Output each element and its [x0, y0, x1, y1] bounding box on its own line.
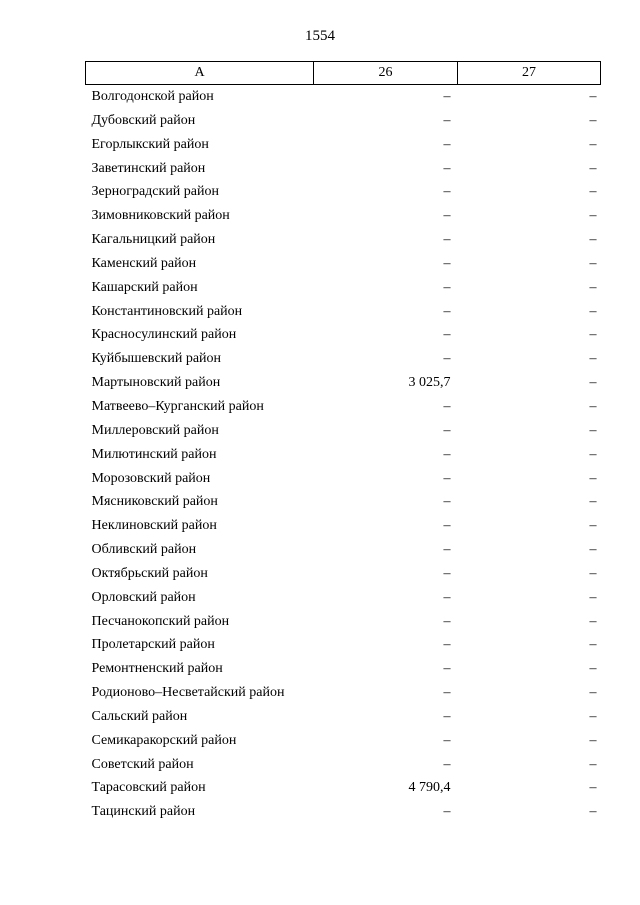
- table-row: [86, 395, 601, 419]
- table-row: [86, 610, 601, 634]
- value-27-cell: –: [589, 518, 597, 534]
- value-27-cell: –: [589, 422, 597, 438]
- district-name-cell: Милютинский район: [91, 446, 217, 462]
- column-header-26: 26: [314, 62, 458, 85]
- value-26-cell: –: [443, 232, 451, 248]
- table-row: [86, 347, 601, 371]
- value-26-cell: –: [443, 756, 451, 772]
- district-name-cell: Морозовский район: [91, 470, 211, 486]
- district-name-cell: Песчанокопский район: [91, 613, 230, 629]
- table-row: [86, 133, 601, 157]
- value-26-cell: –: [443, 351, 451, 367]
- table-row: [86, 729, 601, 753]
- value-26-cell: –: [443, 398, 451, 414]
- value-27-cell: –: [589, 589, 597, 605]
- table-body: [86, 85, 601, 825]
- table-row: [86, 633, 601, 657]
- table-row: [86, 228, 601, 252]
- table-row: [86, 180, 601, 204]
- district-name-cell: Семикаракорский район: [91, 732, 237, 748]
- value-26-cell: –: [443, 518, 451, 534]
- table-row: [86, 705, 601, 729]
- value-26-cell: –: [443, 637, 451, 653]
- value-26-cell: –: [443, 565, 451, 581]
- district-name-cell: Егорлыкский район: [91, 136, 209, 152]
- value-27-cell: –: [589, 160, 597, 176]
- value-26-cell: 4 790,4: [408, 780, 451, 796]
- value-26-cell: –: [443, 136, 451, 152]
- value-27-cell: –: [589, 780, 597, 796]
- value-27-cell: –: [589, 327, 597, 343]
- column-header-a: А: [86, 62, 314, 85]
- value-26-cell: –: [443, 542, 451, 558]
- district-name-cell: Неклиновский район: [91, 518, 217, 534]
- value-27-cell: –: [589, 89, 597, 104]
- value-26-cell: –: [443, 208, 451, 224]
- table-row: [86, 514, 601, 538]
- value-27-cell: –: [589, 756, 597, 772]
- table-row: [86, 490, 601, 514]
- table-row: [86, 85, 601, 109]
- table-header-row: [86, 62, 601, 85]
- table-row: [86, 562, 601, 586]
- value-26-cell: –: [443, 446, 451, 462]
- table-row: [86, 657, 601, 681]
- value-26-cell: –: [443, 422, 451, 438]
- district-name-cell: Обливский район: [91, 542, 197, 558]
- district-name-cell: Тарасовский район: [91, 780, 206, 796]
- value-27-cell: –: [589, 351, 597, 367]
- value-27-cell: –: [589, 685, 597, 701]
- value-26-cell: –: [443, 279, 451, 295]
- table-row: [86, 252, 601, 276]
- value-26-cell: –: [443, 89, 451, 104]
- table-row: [86, 323, 601, 347]
- table-row: [86, 109, 601, 133]
- value-26-cell: –: [443, 732, 451, 748]
- value-26-cell: 3 025,7: [408, 375, 451, 391]
- page-number: 1554: [305, 28, 335, 44]
- value-27-cell: –: [589, 255, 597, 271]
- table-row: [86, 538, 601, 562]
- district-name-cell: Зерноградский район: [91, 184, 219, 200]
- district-name-cell: Куйбышевский район: [91, 351, 222, 367]
- value-26-cell: –: [443, 160, 451, 176]
- district-name-cell: Константиновский район: [91, 303, 243, 319]
- value-27-cell: –: [589, 661, 597, 677]
- district-name-cell: Орловский район: [91, 589, 196, 605]
- table-row: [86, 443, 601, 467]
- table-row: [86, 753, 601, 777]
- value-27-cell: –: [589, 613, 597, 629]
- value-26-cell: –: [443, 327, 451, 343]
- district-name-cell: Ремонтненский район: [91, 661, 223, 677]
- table-row: [86, 371, 601, 395]
- table-row: [86, 204, 601, 228]
- district-name-cell: Волгодонской район: [91, 89, 214, 104]
- value-26-cell: –: [443, 470, 451, 486]
- district-name-cell: Кагальницкий район: [91, 232, 216, 248]
- value-27-cell: –: [589, 565, 597, 581]
- district-name-cell: Красносулинский район: [91, 327, 237, 343]
- table-row: [86, 776, 601, 800]
- value-26-cell: –: [443, 494, 451, 510]
- district-name-cell: Дубовский район: [91, 112, 196, 128]
- district-name-cell: Пролетарский район: [91, 637, 215, 653]
- district-name-cell: Матвеево–Курганский район: [91, 398, 264, 414]
- district-name-cell: Зимовниковский район: [91, 208, 230, 224]
- district-name-cell: Заветинский район: [91, 160, 206, 176]
- value-26-cell: –: [443, 589, 451, 605]
- district-name-cell: Каменский район: [91, 255, 197, 271]
- table-row: [86, 157, 601, 181]
- value-27-cell: –: [589, 232, 597, 248]
- value-27-cell: –: [589, 732, 597, 748]
- value-27-cell: –: [589, 446, 597, 462]
- value-26-cell: –: [443, 303, 451, 319]
- table-row: [86, 419, 601, 443]
- district-name-cell: Родионово–Несветайский район: [91, 685, 285, 701]
- district-name-cell: Тацинский район: [91, 804, 196, 820]
- value-27-cell: –: [589, 279, 597, 295]
- value-26-cell: –: [443, 255, 451, 271]
- district-name-cell: Советский район: [91, 756, 194, 772]
- value-27-cell: –: [589, 375, 597, 391]
- table-row: [86, 586, 601, 610]
- table-row: [86, 800, 601, 824]
- district-name-cell: Миллеровский район: [91, 422, 219, 438]
- value-26-cell: –: [443, 184, 451, 200]
- value-27-cell: –: [589, 184, 597, 200]
- value-26-cell: –: [443, 661, 451, 677]
- value-26-cell: –: [443, 613, 451, 629]
- value-27-cell: –: [589, 136, 597, 152]
- district-name-cell: Сальский район: [91, 708, 188, 724]
- value-27-cell: –: [589, 303, 597, 319]
- value-27-cell: –: [589, 112, 597, 128]
- table-row: [86, 300, 601, 324]
- value-27-cell: –: [589, 804, 597, 820]
- value-27-cell: –: [589, 637, 597, 653]
- data-table: [85, 61, 601, 824]
- district-name-cell: Октябрьский район: [91, 565, 208, 581]
- value-27-cell: –: [589, 494, 597, 510]
- value-27-cell: –: [589, 398, 597, 414]
- table-row: [86, 276, 601, 300]
- column-header-27: 27: [458, 62, 601, 85]
- district-name-cell: Мартыновский район: [91, 375, 221, 391]
- district-name-cell: Кашарский район: [91, 279, 198, 295]
- value-26-cell: –: [443, 804, 451, 820]
- value-27-cell: –: [589, 470, 597, 486]
- value-27-cell: –: [589, 208, 597, 224]
- value-26-cell: –: [443, 112, 451, 128]
- value-27-cell: –: [589, 708, 597, 724]
- district-name-cell: Мясниковский район: [91, 494, 218, 510]
- table-row: [86, 681, 601, 705]
- value-27-cell: –: [589, 542, 597, 558]
- value-26-cell: –: [443, 708, 451, 724]
- value-26-cell: –: [443, 685, 451, 701]
- table-row: [86, 467, 601, 491]
